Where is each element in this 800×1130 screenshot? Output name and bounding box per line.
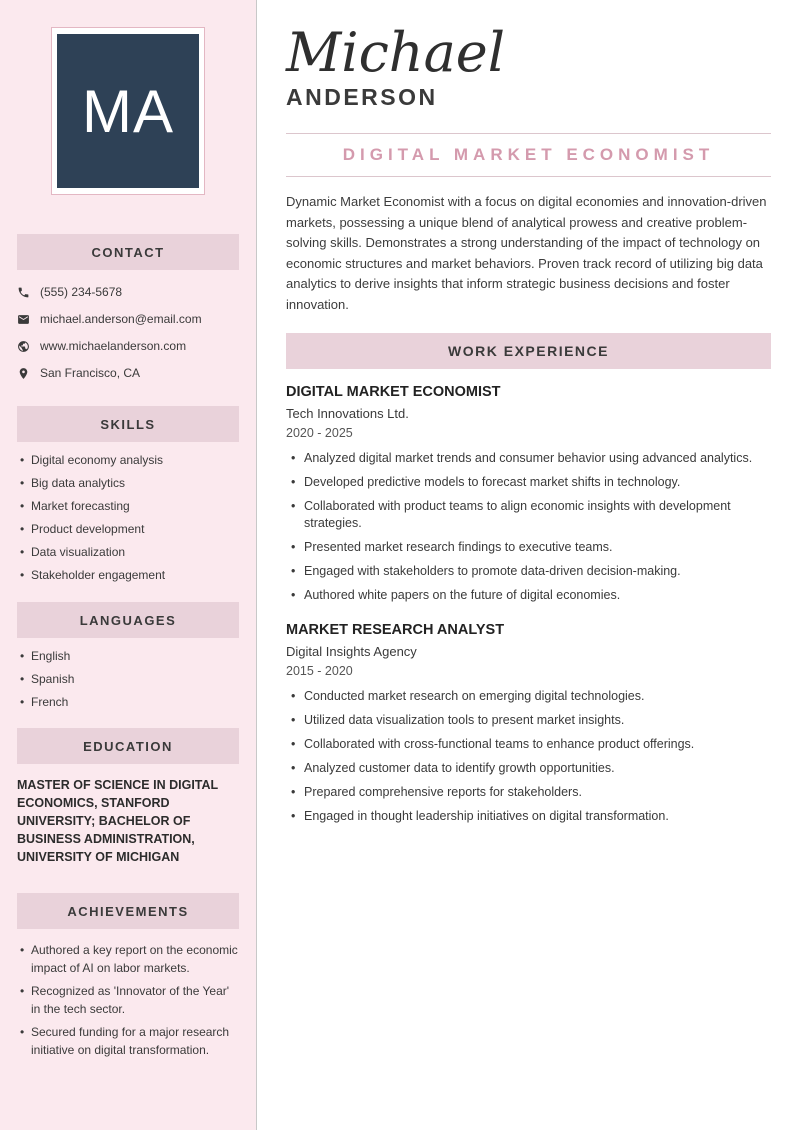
- work-experience-header: [286, 333, 771, 369]
- language-item: • Spanish: [20, 673, 239, 686]
- bullet-item: • Utilized data visualization tools to present market insights.: [291, 712, 771, 729]
- contact-item-phone: [17, 285, 239, 299]
- avatar: [57, 34, 199, 188]
- skills-list: [0, 454, 256, 582]
- job-dates: 2015 - 2020: [286, 664, 353, 678]
- avatar-frame: [51, 27, 205, 195]
- achievement-item: • Recognized as 'Innovator of the Year' in the tech sector.: [20, 982, 239, 1018]
- contact-email-text: michael.anderson@email.com: [40, 312, 202, 326]
- education-text: MASTER OF SCIENCE IN DIGITAL ECONOMICS, STANFORD UNIVERSITY; BACHELOR OF BUSINESS ADMINISTRATION, UNIVERSITY OF MICHIGAN: [17, 778, 218, 864]
- contact-section-title: CONTACT: [91, 244, 165, 260]
- skill-item: • Big data analytics: [20, 477, 239, 490]
- bullet-item: • Authored white papers on the future of digital economies.: [291, 587, 771, 604]
- job-title-banner: DIGITAL MARKET ECONOMIST: [286, 133, 771, 177]
- bullet-item: • Engaged in thought leadership initiatives on digital transformation.: [291, 808, 771, 825]
- skill-item: • Market forecasting: [20, 500, 239, 513]
- phone-icon: [17, 286, 30, 299]
- language-item: • French: [20, 696, 239, 709]
- bullet-item: • Developed predictive models to forecast market shifts in technology.: [291, 474, 771, 491]
- bullet-item: • Collaborated with cross-functional teams to enhance product offerings.: [291, 736, 771, 753]
- avatar-initials: MA: [82, 77, 174, 145]
- education-section-header: [17, 728, 239, 764]
- skill-item: • Stakeholder engagement: [20, 569, 239, 582]
- first-name: Michael: [286, 21, 506, 84]
- bullet-item: • Prepared comprehensive reports for stakeholders.: [291, 784, 771, 801]
- bullet-item: • Analyzed digital market trends and consumer behavior using advanced analytics.: [291, 450, 771, 467]
- location-icon: [17, 367, 30, 380]
- contact-list: [0, 285, 256, 380]
- contact-phone-text: (555) 234-5678: [40, 285, 123, 299]
- email-icon: [17, 313, 30, 326]
- skill-item: • Product development: [20, 523, 239, 536]
- bullet-item: • Analyzed customer data to identify growth opportunities.: [291, 760, 771, 777]
- languages-list: [0, 650, 256, 709]
- job-company: Tech Innovations Ltd.: [286, 406, 409, 421]
- main-content: [257, 0, 800, 1130]
- skill-item: • Digital economy analysis: [20, 454, 239, 467]
- job-role: DIGITAL MARKET ECONOMIST: [286, 384, 501, 400]
- skills-section-header: [17, 406, 239, 442]
- skill-item: • Data visualization: [20, 546, 239, 559]
- achievements-section-title: ACHIEVEMENTS: [67, 903, 189, 919]
- skills-section-title: SKILLS: [100, 416, 156, 432]
- job-entry: [286, 622, 771, 825]
- job-bullets: [286, 450, 771, 604]
- bullet-item: • Presented market research findings to executive teams.: [291, 539, 771, 556]
- education-section-title: EDUCATION: [83, 738, 173, 754]
- achievement-item: • Authored a key report on the economic impact of AI on labor markets.: [20, 941, 239, 977]
- contact-item-email: [17, 312, 239, 326]
- job-company: Digital Insights Agency: [286, 644, 417, 659]
- languages-section-title: LANGUAGES: [79, 612, 177, 628]
- job-dates: 2020 - 2025: [286, 426, 353, 440]
- contact-location-text: San Francisco, CA: [40, 366, 141, 380]
- bullet-item: • Collaborated with product teams to align economic insights with development strategies.: [291, 498, 771, 532]
- sidebar: [0, 0, 257, 1130]
- contact-section-header: [17, 234, 239, 270]
- language-item: • English: [20, 650, 239, 663]
- achievement-item: • Secured funding for a major research initiative on digital transformation.: [20, 1023, 239, 1059]
- bullet-item: • Engaged with stakeholders to promote data-driven decision-making.: [291, 563, 771, 580]
- job-role: MARKET RESEARCH ANALYST: [286, 622, 505, 638]
- globe-icon: [17, 340, 30, 353]
- job-entry: [286, 384, 771, 604]
- summary-paragraph: Dynamic Market Economist with a focus on digital economies and innovation-driven markets, possessing a unique blend of analytical prowess and creative problem-solving skills. Demonstrates a strong understanding of the impact of technology on economic structures and market behaviors. Proven track record of utilizing big data analytics to derive insights that inform strategic business decisions and foster innovation.: [286, 194, 767, 312]
- last-name: ANDERSON: [286, 84, 438, 110]
- work-experience-title: WORK EXPERIENCE: [448, 343, 609, 359]
- achievements-section-header: [17, 893, 239, 929]
- contact-item-website: [17, 339, 239, 353]
- bullet-item: • Conducted market research on emerging digital technologies.: [291, 688, 771, 705]
- achievements-list: [0, 941, 256, 1059]
- languages-section-header: [17, 602, 239, 638]
- job-bullets: [286, 688, 771, 825]
- contact-item-location: [17, 366, 239, 380]
- contact-website-text: www.michaelanderson.com: [40, 339, 187, 353]
